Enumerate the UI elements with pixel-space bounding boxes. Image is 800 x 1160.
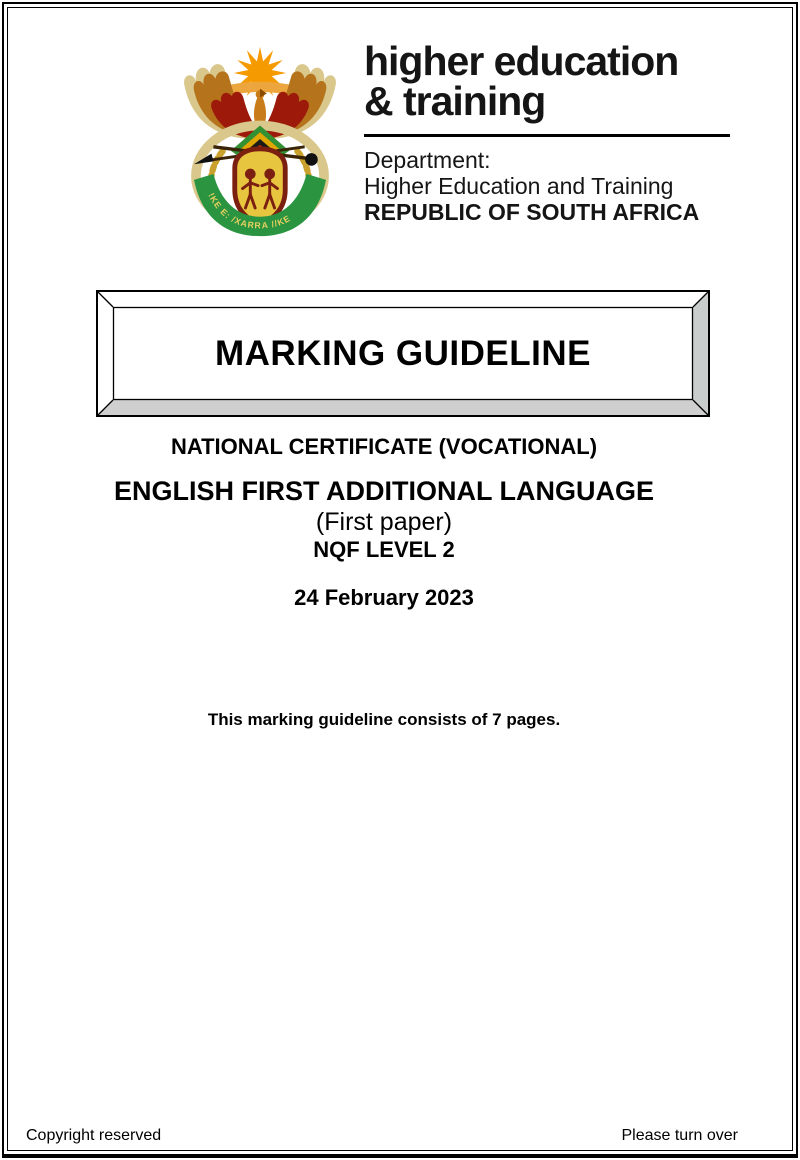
department-name: Higher Education and Training [364,172,674,199]
nqf-level-line: NQF LEVEL 2 [313,537,455,562]
country-name: REPUBLIC OF SOUTH AFRICA [364,198,700,225]
certificate-line: NATIONAL CERTIFICATE (VOCATIONAL) [170,434,598,459]
shield [235,149,285,225]
pages-note: This marking guideline consists of 7 pages. [207,710,561,729]
brand-block [364,38,730,225]
footer-copyright: Copyright reserved [26,1127,162,1144]
department-block [364,147,730,225]
title-plaque [96,290,710,417]
brand-line2: & training [364,77,546,124]
brand-line1: higher education [364,38,679,84]
logo-motto-text: !KE E: /XARRA //KE [206,191,293,231]
brand-rule [364,134,730,137]
page-title: MARKING GUIDELINE [215,333,591,373]
department-label: Department: [364,146,491,173]
header [168,38,730,240]
exam-date: 24 February 2023 [294,585,474,610]
footer-turn-over: Please turn over [621,1127,738,1144]
subject-line: ENGLISH FIRST ADDITIONAL LANGUAGE [114,476,654,506]
coat-of-arms-logo [168,42,352,240]
paper-line: (First paper) [315,508,453,536]
